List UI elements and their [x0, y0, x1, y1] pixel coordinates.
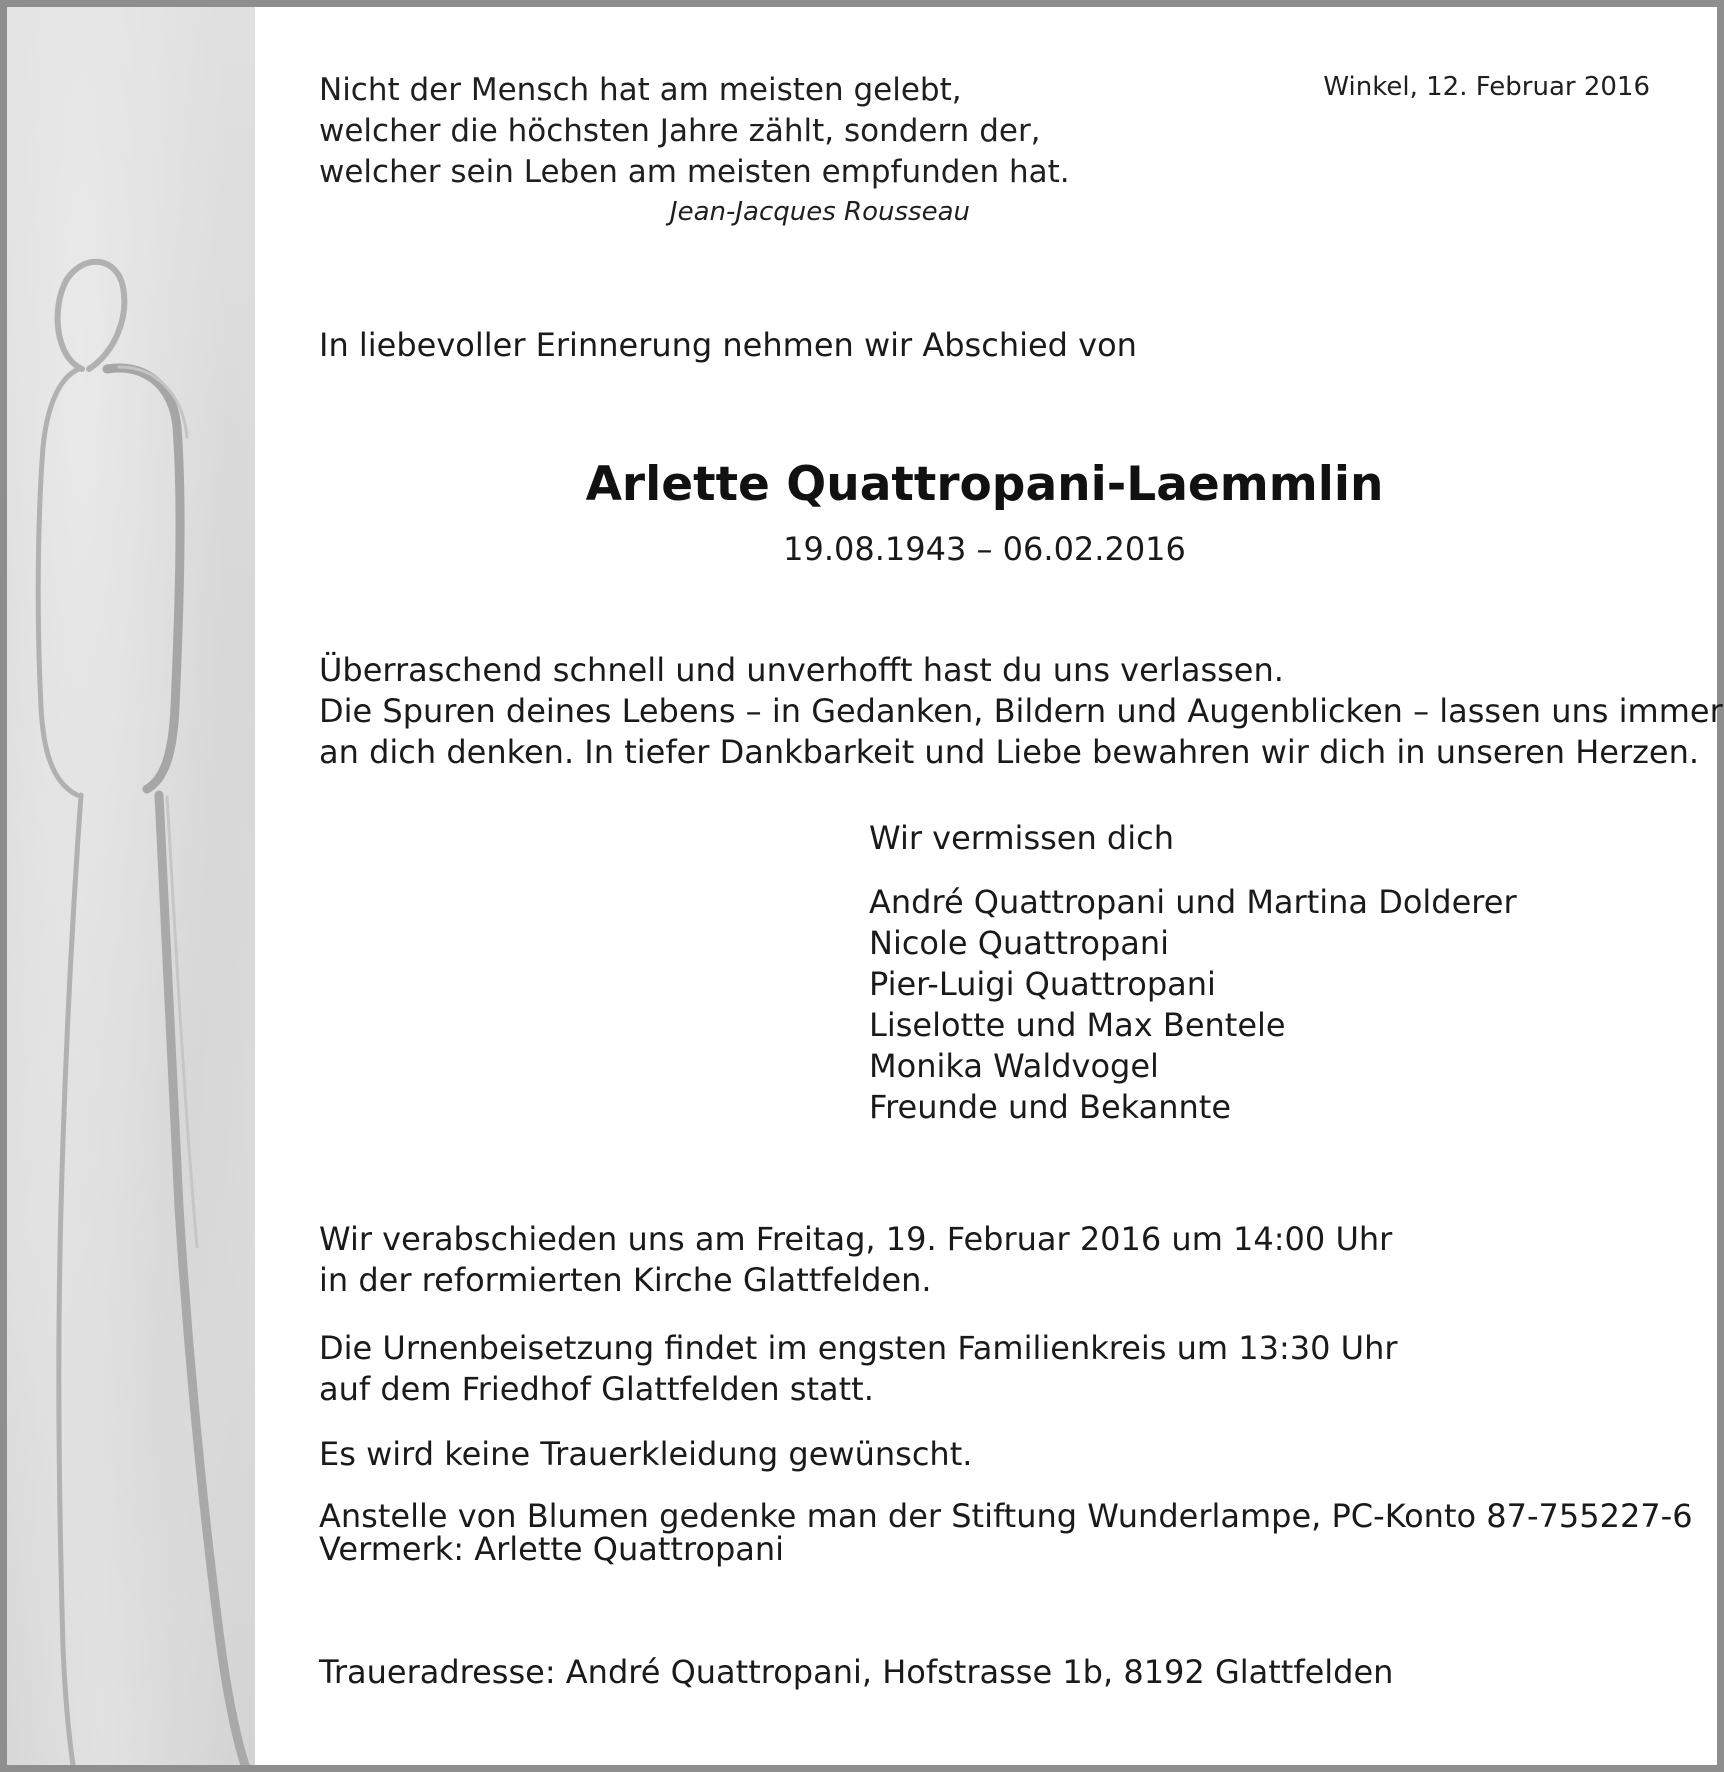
mourner-name: Liselotte und Max Bentele [869, 1006, 1286, 1044]
donation-line: Vermerk: Arlette Quattropani [319, 1530, 785, 1568]
attire-note: Es wird keine Trauerkleidung gewünscht. [319, 1435, 973, 1473]
memorial-quote [319, 70, 1070, 193]
burial-line: auf dem Friedhof Glattfelden statt. [319, 1370, 874, 1408]
quote-line: welcher die höchsten Jahre zählt, sondern der, [319, 113, 1041, 149]
deceased-name: Arlette Quattropani-Laemmlin [585, 457, 1384, 512]
donation-info [319, 1497, 1693, 1568]
service-line: in der reformierten Kirche Glattfelden. [319, 1261, 932, 1299]
burial-line: Die Urnenbeisetzung findet im engsten Familienkreis um 13:30 Uhr [319, 1329, 1398, 1367]
mourners-heading: Wir vermissen dich [869, 819, 1174, 857]
intro-text: In liebevoller Erinnerung nehmen wir Abschied von [319, 326, 1137, 364]
mourner-name: Monika Waldvogel [869, 1047, 1159, 1085]
mourner-name: Pier-Luigi Quattropani [869, 965, 1216, 1003]
mourner-name: Freunde und Bekannte [869, 1088, 1232, 1126]
quote-line: Nicht der Mensch hat am meisten gelebt, [319, 72, 962, 108]
donation-line: Anstelle von Blumen gedenke man der Stiftung Wunderlampe, PC-Konto 87-755227-6 [319, 1497, 1693, 1535]
human-figure-illustration [7, 7, 255, 1765]
life-dates: 19.08.1943 – 06.02.2016 [783, 530, 1186, 568]
message-line: Überraschend schnell und unverhofft hast du uns verlassen. [319, 651, 1284, 689]
farewell-message [319, 650, 1723, 773]
decorative-sidebar [7, 7, 255, 1765]
quote-line: welcher sein Leben am meisten empfunden hat. [319, 154, 1070, 190]
place-date: Winkel, 12. Februar 2016 [1323, 72, 1650, 102]
service-info [319, 1219, 1392, 1301]
mourner-name: Nicole Quattropani [869, 924, 1170, 962]
quote-author: Jean-Jacques Rousseau [669, 197, 970, 227]
mourner-name: André Quattropani und Martina Dolderer [869, 883, 1517, 921]
mourning-address: Traueradresse: André Quattropani, Hofstrasse 1b, 8192 Glattfelden [319, 1653, 1394, 1691]
message-line: an dich denken. In tiefer Dankbarkeit und Liebe bewahren wir dich in unseren Herzen. [319, 733, 1700, 771]
service-line: Wir verabschieden uns am Freitag, 19. Februar 2016 um 14:00 Uhr [319, 1220, 1393, 1258]
message-line: Die Spuren deines Lebens – in Gedanken, Bildern und Augenblicken – lassen uns immer [319, 692, 1723, 730]
mourners-list [869, 882, 1517, 1128]
burial-info [319, 1328, 1398, 1410]
